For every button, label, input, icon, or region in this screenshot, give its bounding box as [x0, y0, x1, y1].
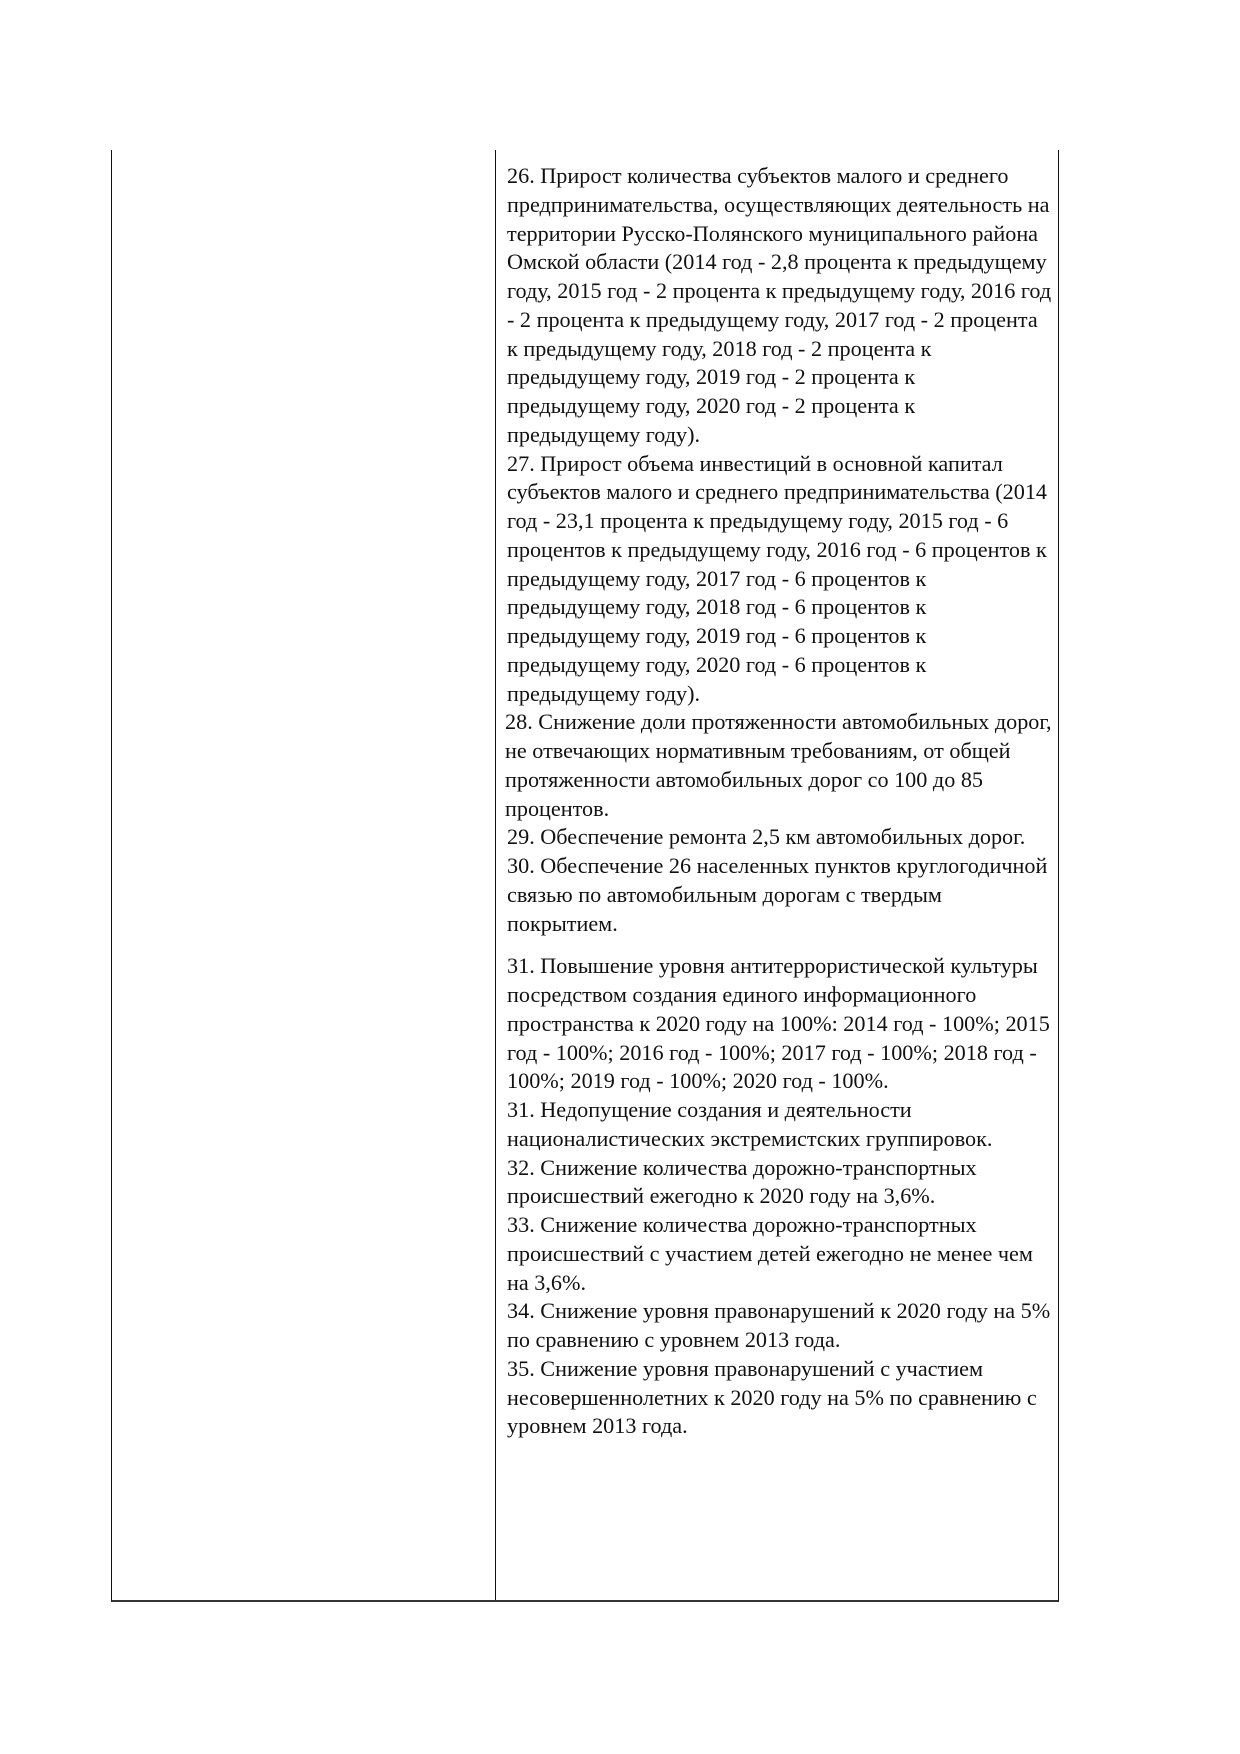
indicator-item-27: 27. Прирост объема инвестиций в основной капитал субъектов малого и среднего предпринимательства (2014 год - 23,1 процента к предыдущему году, 2015 год - 6 процентов к предыдущему году, 2016 год - 6 процентов к предыдущему году, 2017 год - 6 процентов к предыдущему году, 2018 год - 6 процентов к предыдущему году, 2019 год - 6 процентов к предыдущему году, 2020 год - 6 процентов к предыдущему году).	[507, 450, 1048, 706]
indicator-item-31b: 31. Недопущение создания и деятельности националистических экстремистских группировок.	[507, 1097, 993, 1151]
indicator-item-35: 35. Снижение уровня правонарушений с участием несовершеннолетних к 2020 году на 5% по сравнению с уровнем 2013 года.	[507, 1355, 1037, 1439]
indicator-item-29: 29. Обеспечение ремонта 2,5 км автомобильных дорог.	[507, 824, 1026, 850]
indicator-item-26: 26. Прирост количества субъектов малого и среднего предпринимательства, осуществляющих деятельность на территории Русско-Полянского муниципального района Омской области (2014 год - 2,8 процента к предыдущему году, 2015 год - 2 процента к предыдущему году, 2016 год - 2 процента к предыдущему году, 2017 год - 2 процента к предыдущему году, 2018 год - 2 процента к предыдущему году, 2019 год - 2 процента к предыдущему году, 2020 год - 2 процента к предыдущему году).	[507, 163, 1052, 447]
table-cell-indicators	[496, 150, 1058, 1600]
indicators-table	[111, 150, 1059, 1602]
indicator-item-30: 30. Обеспечение 26 населенных пунктов круглогодичной связью по автомобильным дорогам с твердым покрытием.	[507, 853, 1048, 936]
indicator-item-32: 32. Снижение количества дорожно-транспортных происшествий ежегодно к 2020 году на 3,6%.	[507, 1154, 977, 1209]
indicator-item-31a: 31. Повышение уровня антитеррористической культуры посредством создания единого информационного пространства к 2020 году на 100%: 2014 год - 100%; 2015 год - 100%; 2016 год - 100%; 2017 год - 100%; 2018 год - 100%; 2019 год - 100%; 2020 год - 100%.	[507, 953, 1050, 1094]
indicator-item-28: 28. Снижение доли протяженности автомобильных дорог, не отвечающих нормативным требованиям, от общей протяженности автомобильных дорог со 100 до 85 процентов.	[505, 709, 1052, 821]
table-cell-left-empty	[112, 150, 496, 1600]
indicator-item-34: 34. Снижение уровня правонарушений к 2020 году на 5% по сравнению с уровнем 2013 года.	[507, 1298, 1051, 1352]
indicator-item-33: 33. Снижение количества дорожно-транспортных происшествий с участием детей ежегодно не менее чем на 3,6%.	[507, 1212, 1033, 1295]
